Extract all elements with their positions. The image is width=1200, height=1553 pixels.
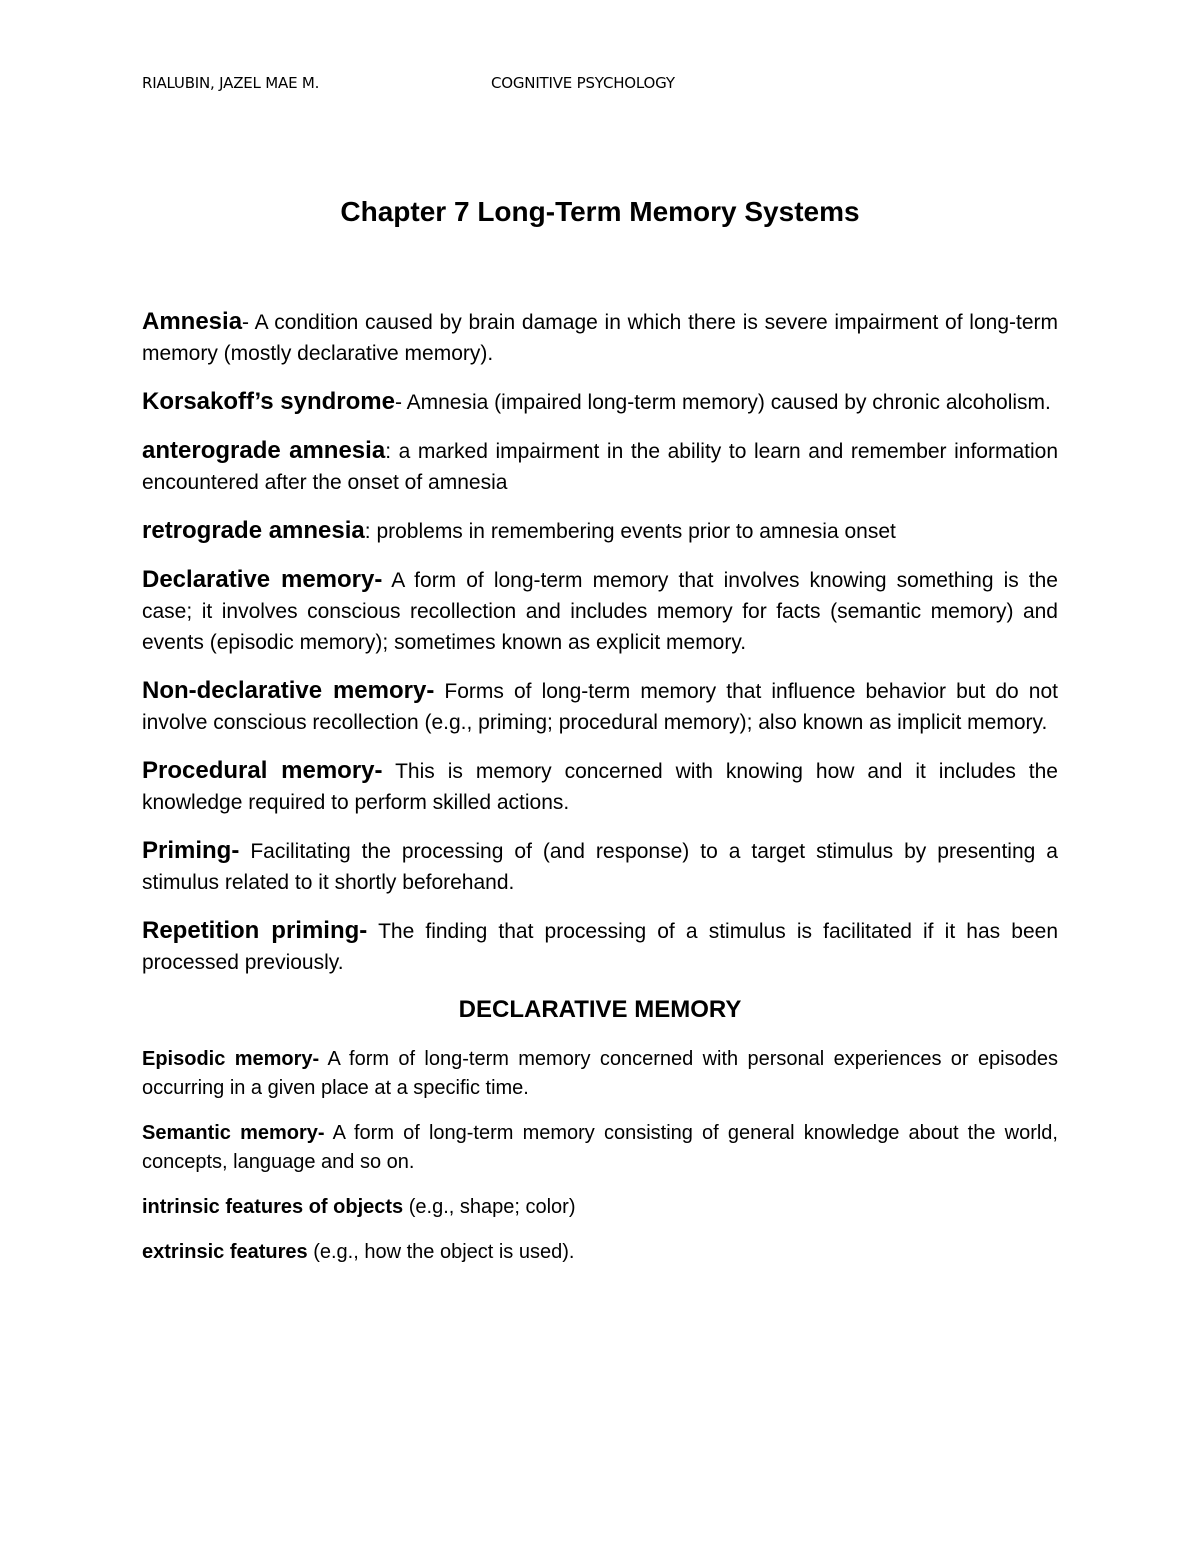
definition-separator	[325, 1122, 333, 1144]
definition-procedural	[142, 755, 1058, 818]
definition-text: A form of long-term memory that involves knowing something is the case; it involves conscious recollection and includes memory for facts (semantic memory) and events (episodic memory); sometimes known as explicit memory.	[142, 569, 1058, 654]
definition-term: Episodic memory-	[142, 1048, 320, 1070]
definition-repetition-priming	[142, 915, 1058, 978]
definition-separator	[434, 680, 444, 703]
definition-separator: -	[394, 391, 407, 414]
section-heading: DECLARATIVE MEMORY	[458, 996, 742, 1023]
definition-separator: :	[385, 440, 399, 463]
definition-term: Non-declarative memory-	[142, 677, 435, 704]
definition-term: retrograde amnesia	[142, 517, 365, 544]
definition-text: This is memory concerned with knowing how and it includes the knowledge required to perform skilled actions.	[142, 760, 1058, 814]
definition-separator	[382, 569, 391, 592]
definition-term: Priming-	[142, 837, 240, 864]
page-header	[142, 74, 1058, 98]
definition-separator	[367, 920, 378, 943]
definition-term: Procedural memory-	[142, 757, 383, 784]
author-name: RIALUBIN, JAZEL MAE M.	[142, 74, 320, 92]
definition-term: Semantic memory-	[142, 1122, 325, 1144]
definition-term: Repetition priming-	[142, 917, 368, 944]
definition-separator: -	[242, 311, 255, 334]
definition-retrograde	[142, 515, 1058, 547]
definition-term: Korsakoff’s syndrome	[142, 388, 395, 415]
definition-text: Facilitating the processing of (and response) to a target stimulus by presenting a stimulus related to it shortly beforehand.	[142, 840, 1058, 894]
definition-term: intrinsic features of objects	[142, 1196, 404, 1218]
course-name: COGNITIVE PSYCHOLOGY	[491, 74, 675, 92]
definition-text: A form of long-term memory consisting of general knowledge about the world, concepts, language and so on.	[142, 1122, 1058, 1173]
definition-separator: :	[364, 520, 377, 543]
definition-text: Forms of long-term memory that influence behavior but do not involve conscious recollection (e.g., priming; procedural memory); also known as implicit memory.	[142, 680, 1058, 734]
definition-extrinsic-features	[142, 1238, 1058, 1267]
definition-priming	[142, 835, 1058, 898]
definition-korsakoff	[142, 386, 1058, 418]
definition-separator	[239, 840, 250, 863]
document-body	[142, 306, 1058, 1283]
definition-term: anterograde amnesia	[142, 437, 386, 464]
definition-non-declarative	[142, 675, 1058, 738]
definition-text: A form of long-term memory concerned with personal experiences or episodes occurring in a given place at a specific time.	[142, 1048, 1058, 1099]
definition-term: extrinsic features	[142, 1241, 308, 1263]
definition-episodic	[142, 1045, 1058, 1103]
definition-text: problems in remembering events prior to amnesia onset	[376, 520, 896, 543]
definition-intrinsic-features	[142, 1193, 1058, 1222]
definition-amnesia	[142, 306, 1058, 369]
definition-declarative	[142, 564, 1058, 658]
definition-term: Declarative memory-	[142, 566, 383, 593]
definition-text: a marked impairment in the ability to learn and remember information encountered after the onset of amnesia	[142, 440, 1059, 494]
definition-term: Amnesia	[142, 308, 243, 335]
definition-text: (e.g., shape; color)	[408, 1196, 576, 1218]
definition-text: Amnesia (impaired long-term memory) caused by chronic alcoholism.	[406, 391, 1051, 414]
definition-separator	[383, 760, 396, 783]
page-title: Chapter 7 Long-Term Memory Systems	[340, 196, 860, 227]
definition-text: The finding that processing of a stimulus is facilitated if it has been processed previously.	[142, 920, 1058, 974]
definition-text: (e.g., how the object is used).	[313, 1241, 575, 1263]
definition-anterograde	[142, 435, 1058, 498]
definition-semantic	[142, 1119, 1058, 1177]
definition-text: A condition caused by brain damage in which there is severe impairment of long-term memory (mostly declarative memory).	[142, 311, 1058, 365]
